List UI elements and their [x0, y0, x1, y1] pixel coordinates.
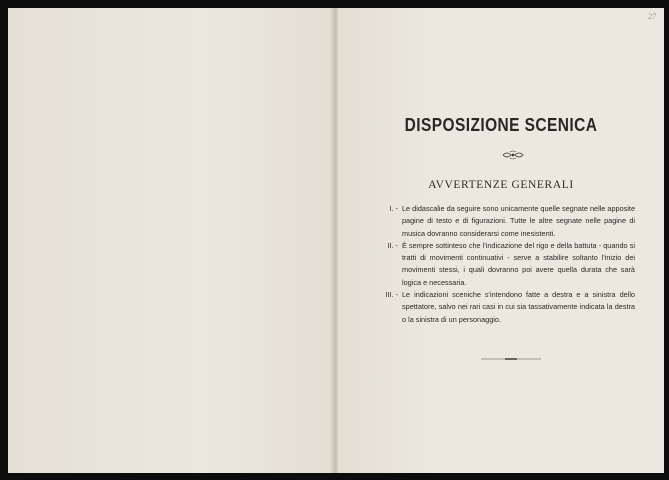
page-title: DISPOSIZIONE SCENICA: [404, 115, 598, 135]
notes-list: [384, 203, 635, 326]
left-page-blank: [8, 8, 334, 473]
note-item-2: [384, 240, 635, 289]
note-text: Le didascalie da seguire sono unicamente quelle segnate nelle apposite pagine di testo e di figurazioni. Tutte le altre segnate nelle pagine di musica dovranno considerarsi come inesistenti.: [402, 204, 635, 238]
end-rule-divider: [481, 358, 541, 360]
note-text: È sempre sottinteso che l'indicazione del rigo e della battuta - quando si tratti di movimenti continuativi - serve a stabilire soltanto l'inizio dei movimenti stessi, i quali dovranno poi avere quella durata che sarà logica e necessaria.: [402, 240, 635, 287]
note-number: I. -: [389, 204, 398, 213]
book-spread: [8, 8, 664, 473]
page-number: 27: [648, 12, 656, 21]
note-number: II. -: [387, 240, 398, 250]
section-subtitle: AVVERTENZE GENERALI: [428, 179, 574, 191]
fleuron-icon: [501, 150, 525, 160]
note-text: Le indicazioni sceniche s'intendono fatte a destra e a sinistra dello spettatore, salvo nei rari casi in cui sia tassativamente indicata la destra o la sinistra di un personaggio.: [402, 290, 635, 324]
note-number: III. -: [385, 290, 398, 300]
note-item-3: [384, 289, 635, 326]
note-item-1: [384, 203, 635, 240]
right-page: [338, 8, 664, 473]
